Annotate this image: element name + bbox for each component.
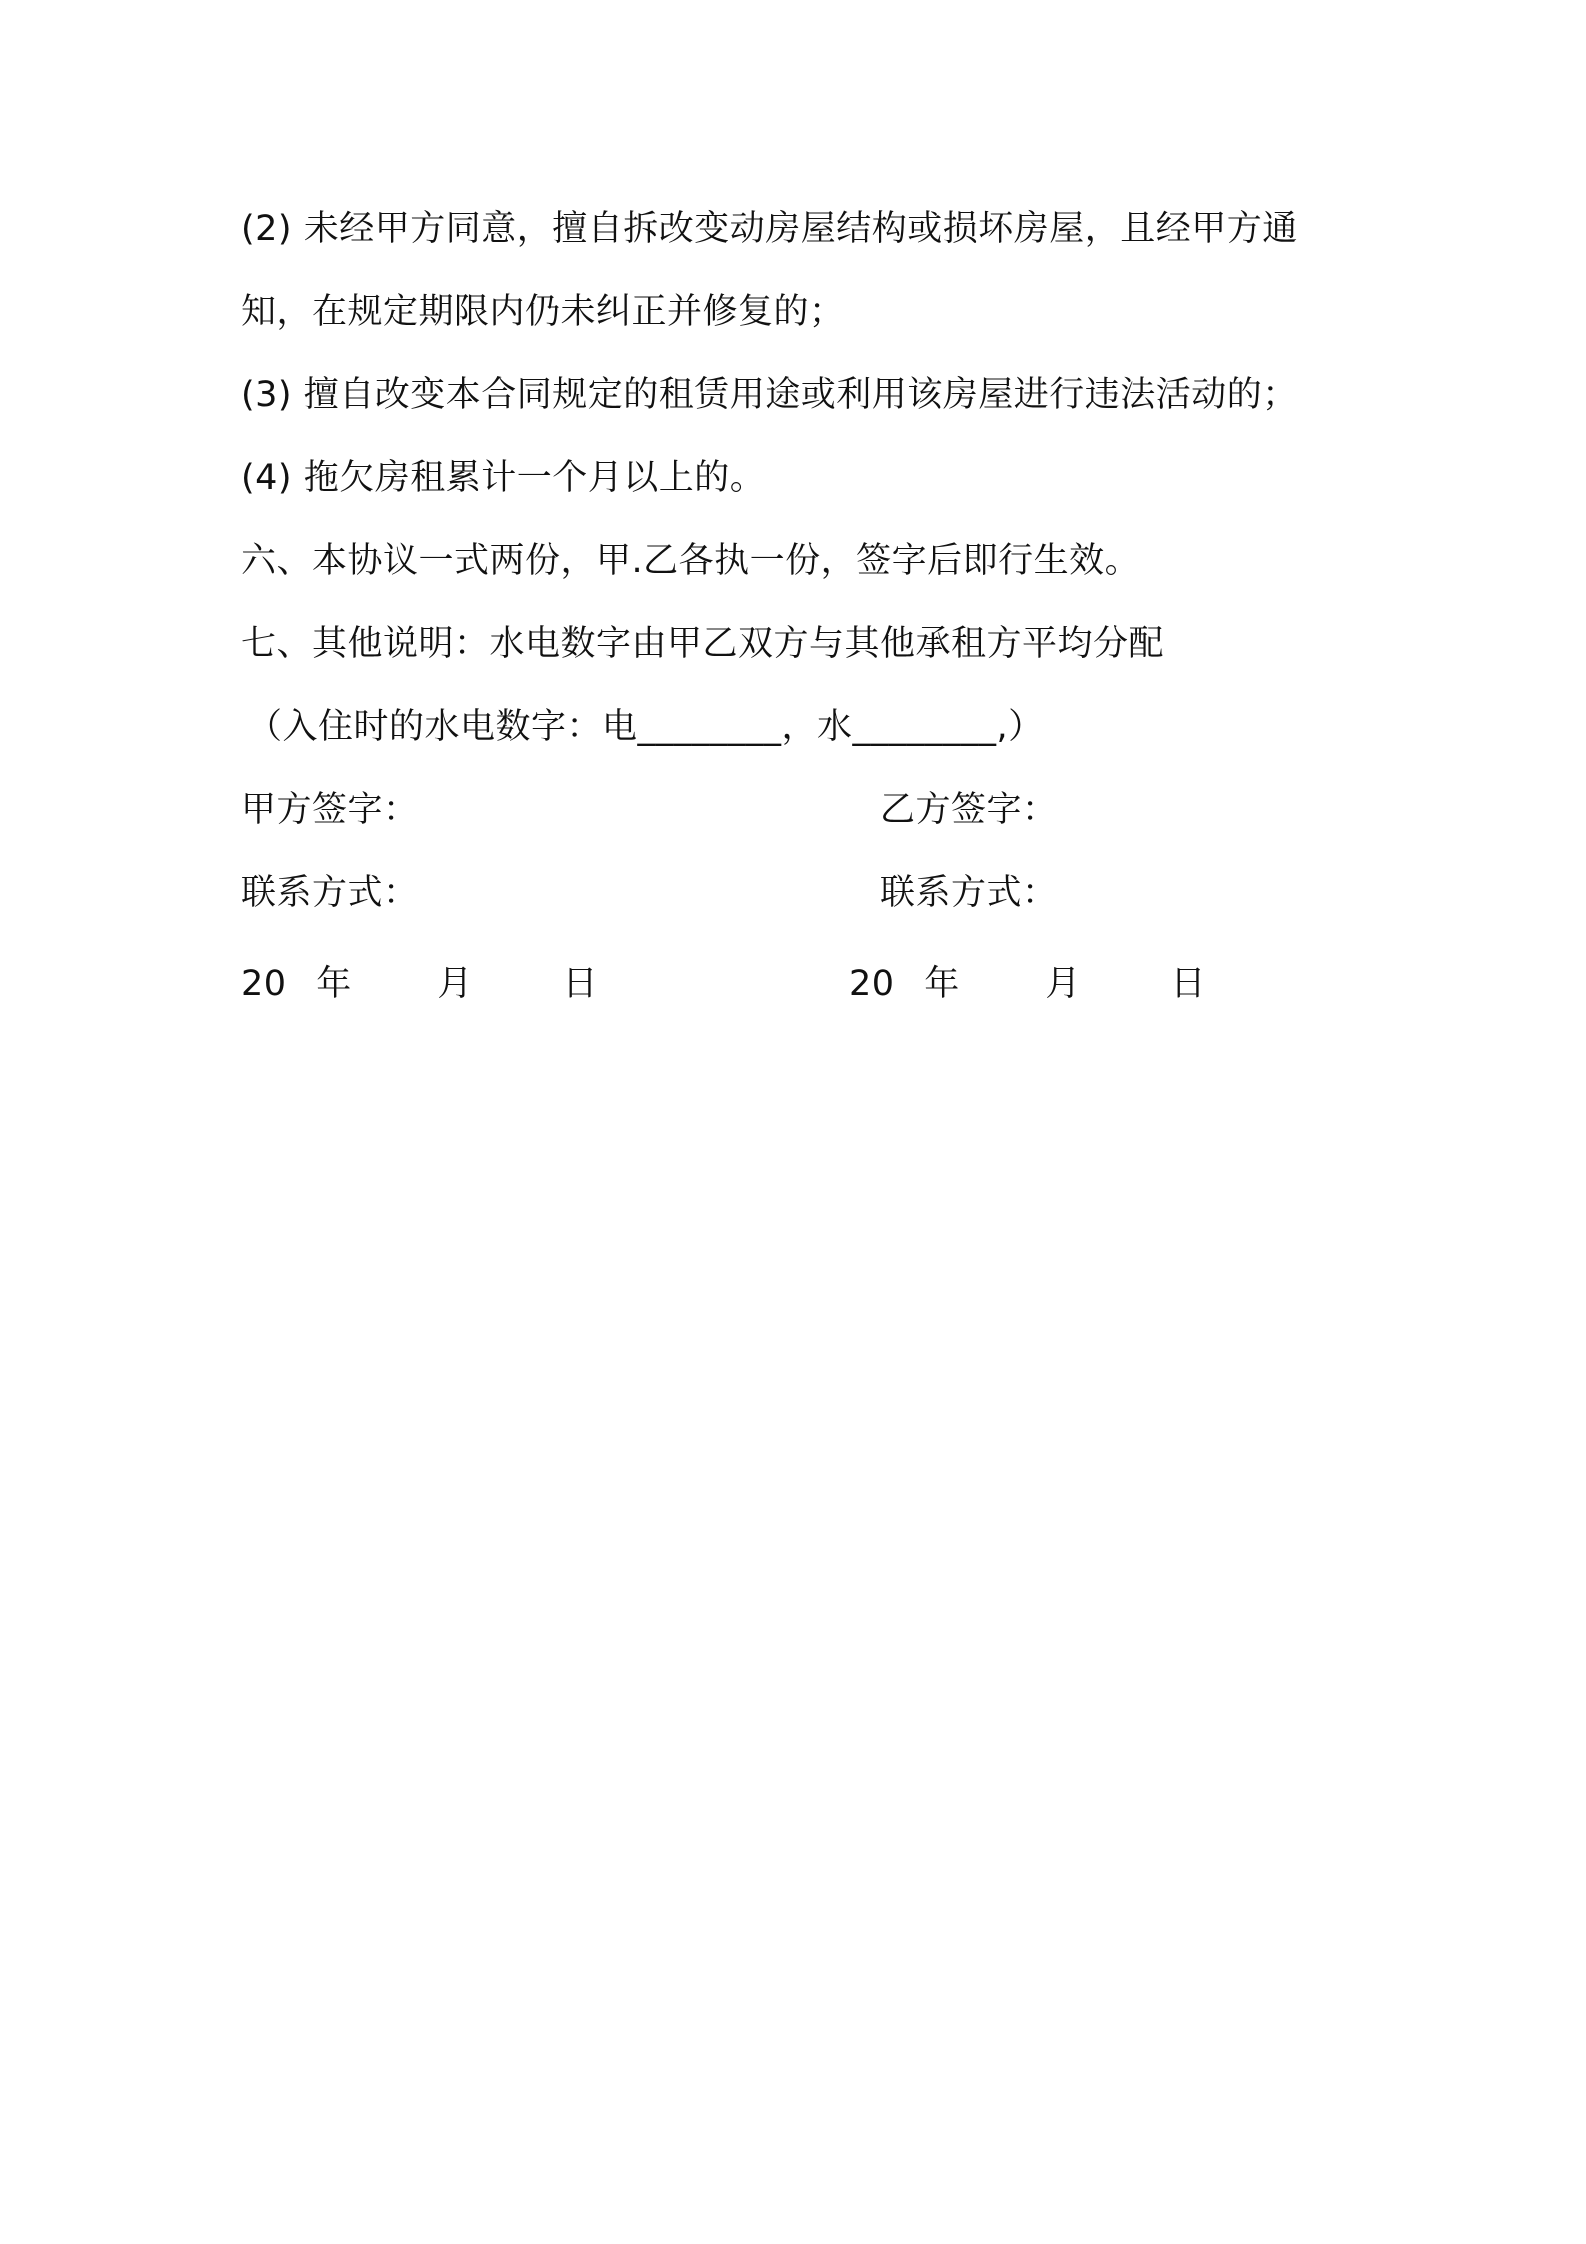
clause-2-line-1: (2) 未经甲方同意，擅自拆改变动房屋结构或损坏房屋，且经甲方通	[241, 209, 1298, 249]
date-day-char: 日	[1170, 964, 1207, 1004]
party-b-contact-label: 联系方式：	[880, 873, 1058, 913]
party-a-date	[241, 960, 598, 1008]
party-b-date	[849, 960, 1206, 1008]
date-year-prefix: 20	[241, 964, 287, 1004]
section-7: 七、其他说明：水电数字由甲乙双方与其他承租方平均分配	[241, 624, 1165, 664]
clause-2-line-2: 知，在规定期限内仍未纠正并修复的；	[241, 292, 845, 332]
party-a-signature-label: 甲方签字：	[241, 790, 419, 830]
party-a-contact-label: 联系方式：	[241, 873, 419, 913]
clause-3: (3) 擅自改变本合同规定的租赁用途或利用该房屋进行违法活动的；	[241, 375, 1298, 415]
date-month-char: 月	[1045, 964, 1081, 1004]
date-year-char: 年	[924, 964, 960, 1004]
clause-4: (4) 拖欠房租累计一个月以上的。	[241, 458, 766, 498]
meter-reading-note: （入住时的水电数字：电________，水________,）	[247, 707, 1044, 747]
date-year-char: 年	[316, 964, 352, 1004]
date-day-char: 日	[562, 964, 599, 1004]
party-b-signature-label: 乙方签字：	[880, 790, 1058, 830]
section-6: 六、本协议一式两份，甲.乙各执一份，签字后即行生效。	[241, 541, 1141, 581]
date-year-prefix: 20	[849, 964, 895, 1004]
date-month-char: 月	[437, 964, 473, 1004]
